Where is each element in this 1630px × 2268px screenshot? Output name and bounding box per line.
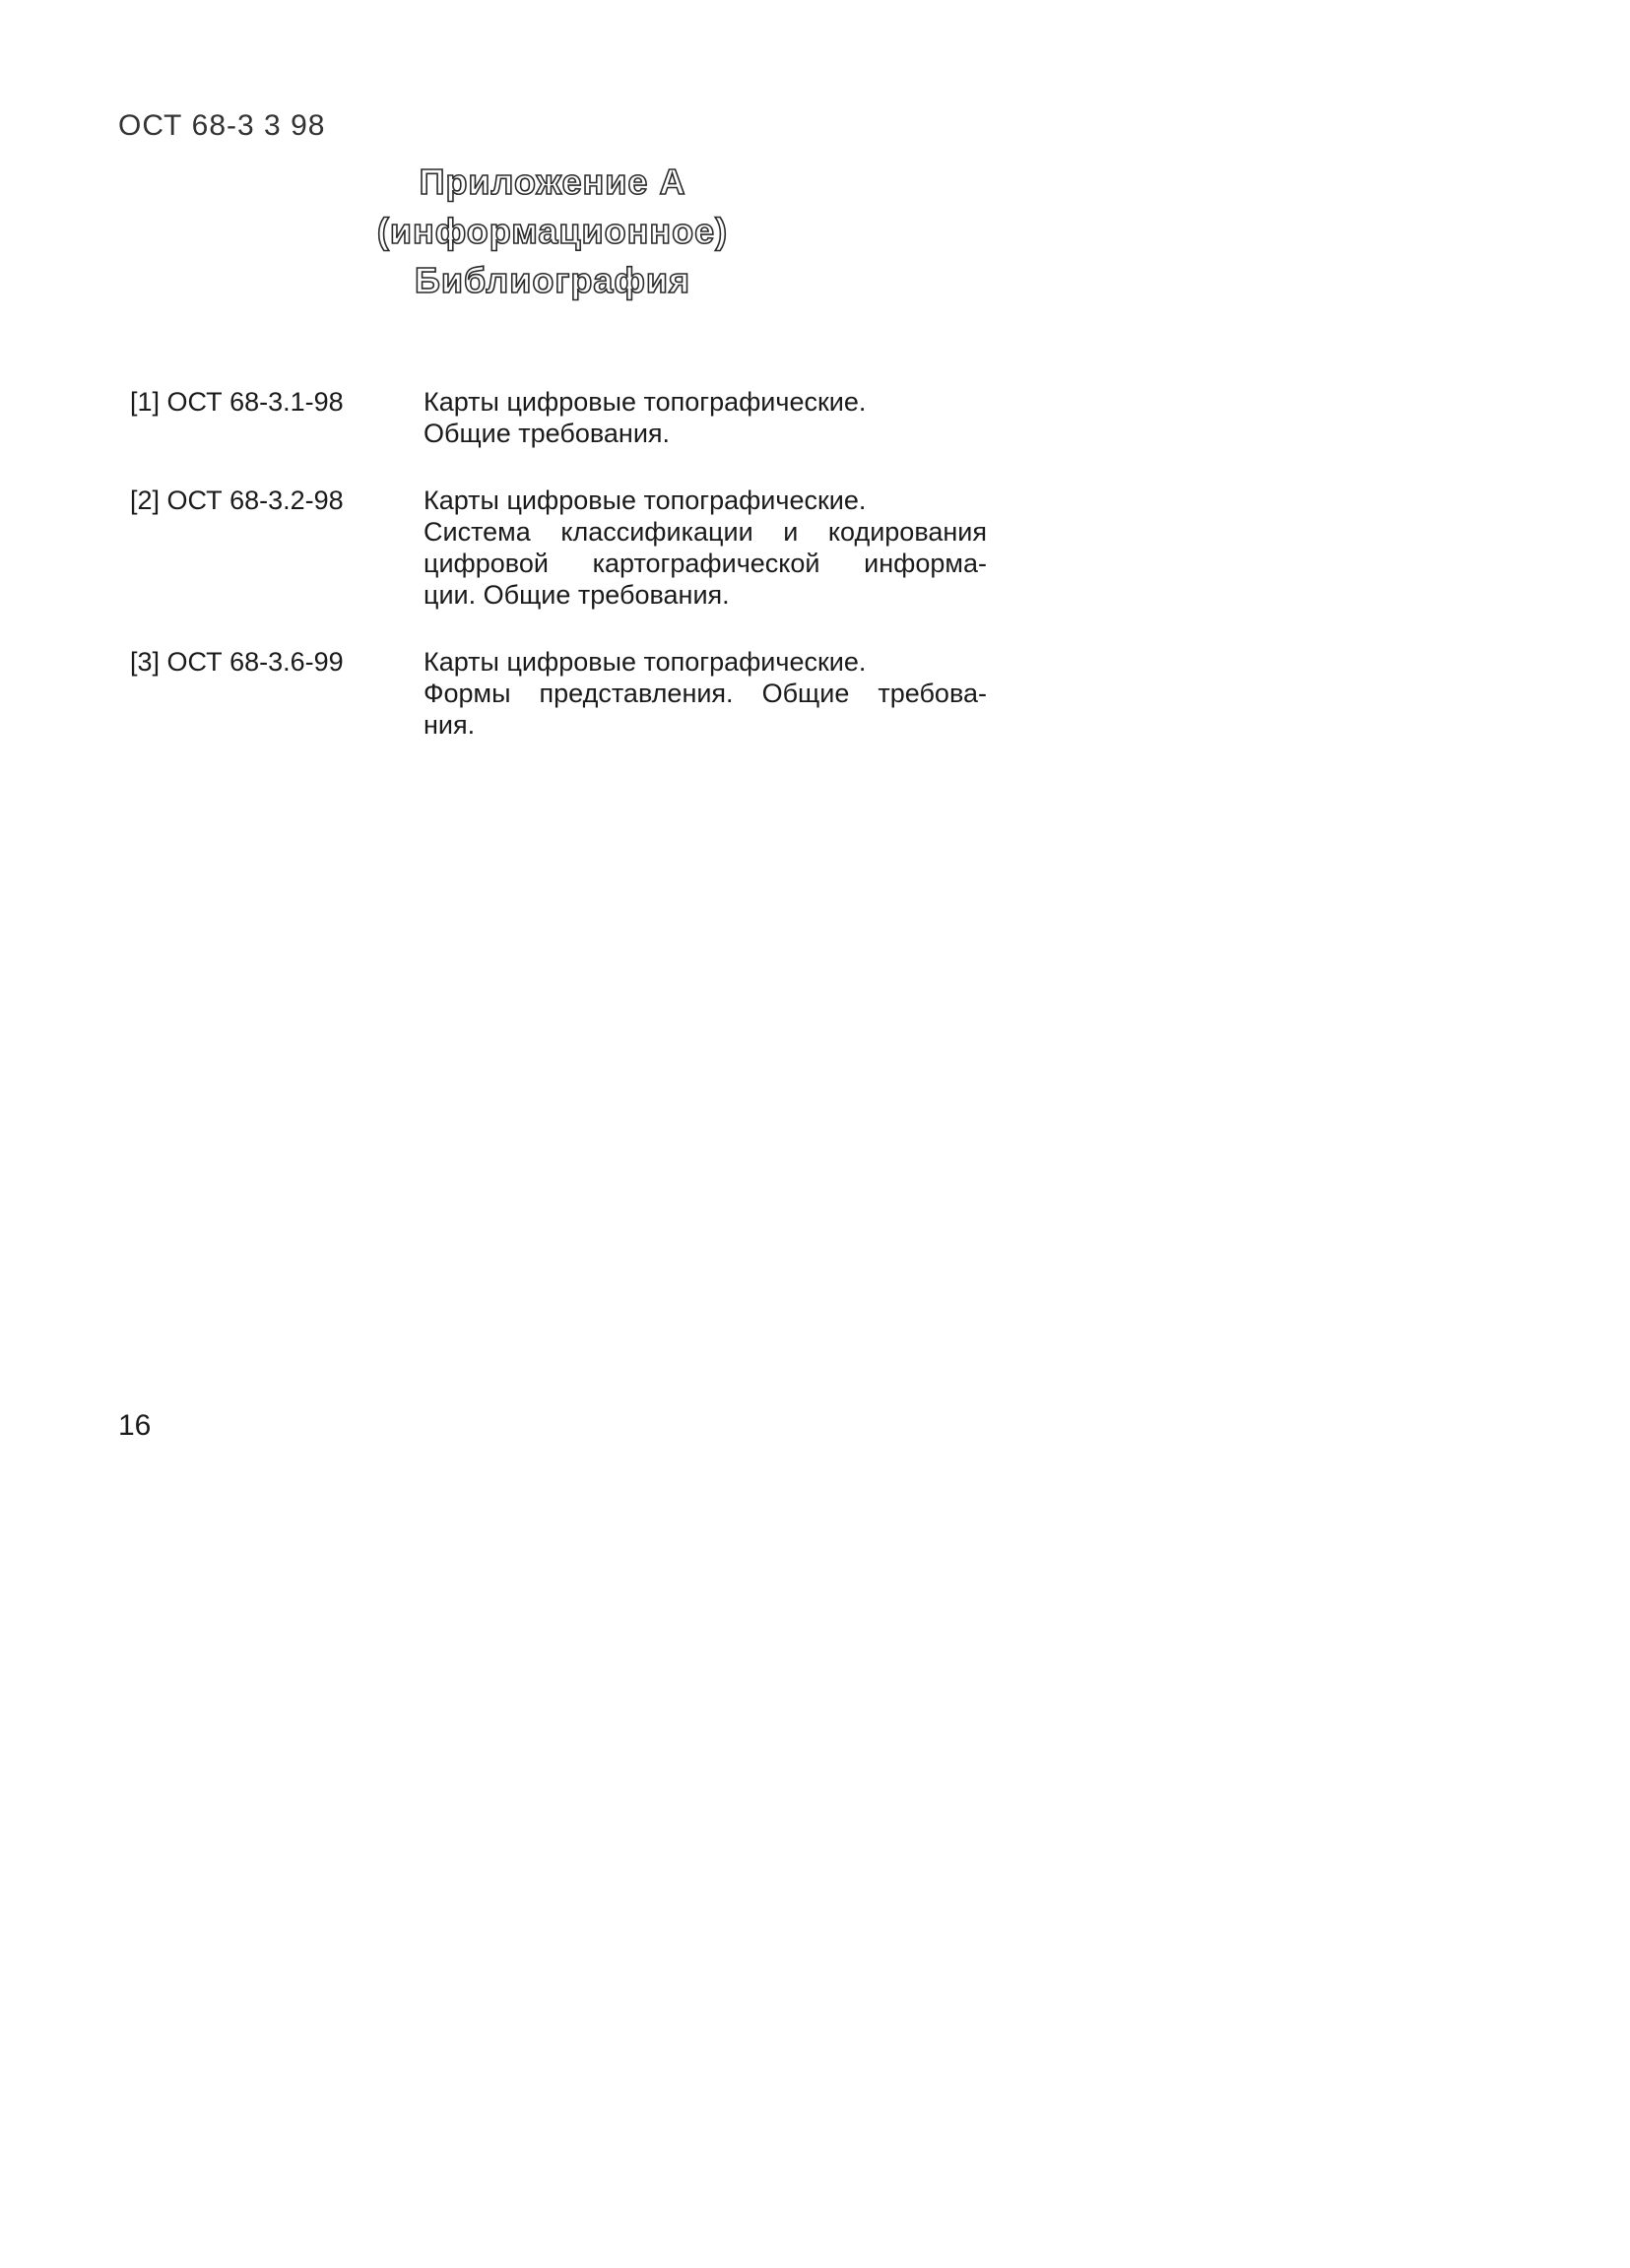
entry-reference: [2] ОСТ 68-3.2-98	[130, 486, 344, 515]
entry-description	[424, 485, 987, 611]
bibliography-entry	[130, 646, 987, 741]
description-line: Карты цифровые топографические.	[424, 647, 867, 677]
title-line-informational: (информационное)	[376, 211, 729, 251]
entry-reference: [3] ОСТ 68-3.6-99	[130, 647, 344, 677]
entry-description	[424, 386, 987, 449]
appendix-title	[0, 158, 1121, 305]
document-code: ОСТ 68-3 3 98	[118, 109, 326, 142]
description-line: Карты цифровые топографические.	[424, 486, 867, 515]
description-line: ции. Общие требования.	[424, 580, 730, 610]
bibliography-entry	[130, 386, 987, 449]
entry-reference: [1] ОСТ 68-3.1-98	[130, 387, 344, 417]
description-line: Общие требования.	[424, 419, 671, 448]
description-line: ния.	[424, 710, 476, 740]
bibliography-list	[130, 386, 987, 776]
description-line: Карты цифровые топографические.	[424, 387, 867, 417]
title-line-bibliography: Библиография	[415, 260, 690, 300]
page-number: 16	[118, 1409, 152, 1442]
description-line: цифровой картографической информа-	[424, 549, 987, 578]
entry-description	[424, 646, 987, 741]
title-line-appendix: Приложение А	[419, 162, 686, 202]
description-line: Формы представления. Общие требова-	[424, 679, 987, 708]
description-line: Система классификации и кодирования	[424, 517, 987, 547]
bibliography-entry	[130, 485, 987, 611]
